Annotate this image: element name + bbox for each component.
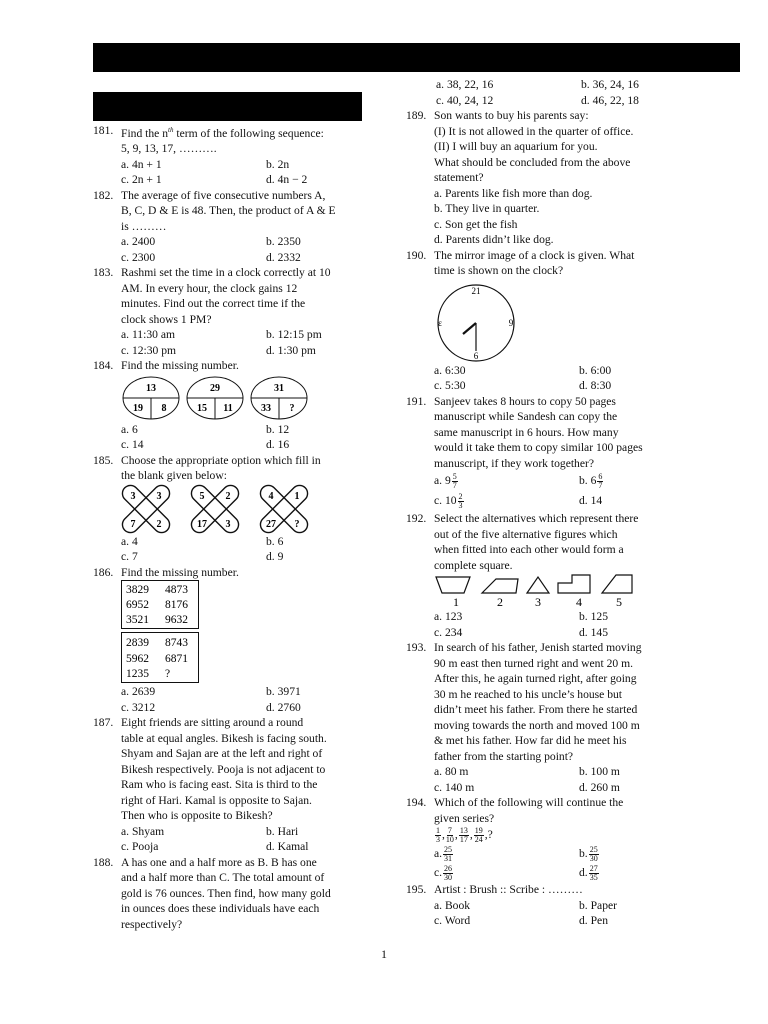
question-181 — [93, 123, 363, 157]
question-195 — [406, 882, 676, 898]
option-d: d. Pen — [579, 914, 608, 927]
svg-text:29: 29 — [210, 382, 220, 394]
question-text: would it take them to copy similar 100 pages — [434, 441, 643, 454]
right-column — [406, 77, 676, 929]
question-text: The average of five consecutive numbers A, — [121, 188, 326, 202]
question-number: 186. — [93, 565, 114, 579]
option-a: a. 2400 — [121, 235, 156, 249]
puzzle-cross-1 — [121, 484, 173, 534]
question-text: 30 m he reached to his uncle’s house but — [434, 687, 623, 701]
option-a: a. 38, 22, 16 — [436, 78, 494, 91]
question-number: 184. — [93, 359, 114, 373]
option-b: b. They live in quarter. — [434, 202, 540, 215]
question-184 — [93, 358, 363, 374]
question-text: Sanjeev takes 8 hours to copy 50 pages — [434, 394, 616, 408]
puzzle-cross-2 — [188, 484, 242, 534]
question-text: given series? — [434, 811, 495, 825]
question-text: didn’t meet his father. From there he started — [434, 703, 638, 716]
page-number: 1 — [381, 947, 387, 961]
number-box-figure — [121, 580, 363, 684]
question-text: when fitted into each other would form a — [434, 543, 624, 556]
question-number: 190. — [406, 248, 427, 262]
question-text: In search of his father, Jenish started moving — [434, 641, 642, 654]
option-b: b. 12:15 pm — [266, 328, 322, 342]
section-bar — [93, 92, 362, 121]
svg-text:11: 11 — [223, 402, 233, 414]
question-text: out of the five alternative figures which — [434, 527, 618, 541]
piece-label: 3 — [535, 595, 541, 609]
svg-text:8743: 8743 — [165, 637, 188, 650]
question-number: 185. — [93, 453, 114, 467]
question-number: 191. — [406, 394, 427, 408]
svg-text:33: 33 — [261, 402, 271, 414]
option-d: d. $\frac{27}{35}$ — [579, 863, 598, 882]
svg-text:3: 3 — [225, 518, 231, 530]
option-a: a. 6 — [121, 422, 138, 436]
option-a: a. Shyam — [121, 824, 165, 838]
piece-label: 5 — [616, 595, 622, 609]
question-text: (II) I will buy an aquarium for you. — [434, 140, 598, 153]
question-190 — [406, 248, 676, 279]
question-number: 187. — [93, 716, 114, 730]
option-d: d. Parents didn’t like dog. — [434, 233, 554, 246]
puzzle-circle-1 — [123, 377, 179, 419]
svg-text:4: 4 — [268, 490, 274, 502]
options-187 — [121, 824, 363, 855]
question-text: Find the missing number. — [121, 359, 239, 373]
series-line: $\frac{1}{3}$ , $\frac{7}{10}$ , $\frac{13}{17}$ , $\frac{19}{24}$ ,? — [436, 825, 493, 844]
svg-text:8176: 8176 — [165, 599, 188, 612]
option-a: a. Book — [434, 898, 471, 912]
option-d: d. 14 — [579, 494, 603, 507]
option-c: c. 2300 — [121, 250, 156, 264]
question-number: 182. — [93, 188, 114, 202]
question-text: the blank given below: — [121, 469, 227, 483]
svg-text:17: 17 — [197, 518, 207, 530]
piece-5 — [602, 575, 632, 593]
option-c: c. $\frac{26}{30}$ — [434, 863, 453, 882]
puzzle-circle-2 — [187, 377, 243, 419]
option-c: c. Son get the fish — [434, 217, 518, 231]
question-text: manuscript while Sandesh can copy the — [434, 410, 618, 423]
question-191 — [406, 394, 676, 472]
svg-text:31: 31 — [274, 382, 284, 394]
question-text: After this, he again turned right, after going — [434, 672, 637, 685]
option-c: c. 14 — [121, 438, 144, 452]
question-193 — [406, 640, 676, 764]
circle-puzzle-figure — [121, 374, 363, 422]
puzzle-cross-3 — [257, 484, 311, 534]
question-194 — [406, 795, 676, 826]
options-192 — [434, 609, 676, 640]
question-text: Shyam and Sajan are at the left and right of — [121, 747, 323, 761]
clock-mark-3: ɛ — [438, 317, 442, 328]
option-d: d. 4n − 2 — [266, 173, 308, 187]
option-d: d. 1:30 pm — [266, 343, 316, 357]
svg-text:5: 5 — [199, 490, 205, 502]
svg-text:?: ? — [289, 402, 295, 414]
question-text: gold is 76 ounces. Then find, how many gold — [121, 886, 331, 900]
option-a: a. 4n + 1 — [121, 157, 162, 171]
options-184 — [121, 422, 363, 453]
question-text: and a half more than C. The total amount of — [121, 871, 325, 885]
option-c: c. 140 m — [434, 780, 475, 794]
svg-text:3: 3 — [130, 490, 136, 502]
question-text: The mirror image of a clock is given. What — [434, 248, 635, 262]
svg-text:2: 2 — [156, 518, 162, 530]
options-193 — [434, 764, 676, 795]
option-a: a. 2639 — [121, 685, 156, 699]
option-b: b. 100 m — [579, 765, 620, 778]
question-number: 183. — [93, 266, 114, 280]
option-c: c. 2n + 1 — [121, 173, 162, 187]
option-d: d. Kamal — [266, 840, 309, 854]
option-d: d. 2332 — [266, 250, 301, 264]
option-c: c. 40, 24, 12 — [436, 93, 494, 107]
question-text: in ounces does these individuals have each — [121, 902, 320, 916]
options-194 — [434, 844, 676, 882]
question-text: Artist : Brush :: Scribe : ……… — [434, 883, 583, 896]
option-a: a. 4 — [121, 534, 138, 548]
svg-text:1: 1 — [294, 490, 300, 502]
question-text: Eight friends are sitting around a round — [121, 716, 304, 730]
number-box-2 — [122, 633, 199, 683]
svg-text:4873: 4873 — [165, 584, 188, 597]
option-c: c. Word — [434, 914, 471, 927]
question-text: Bikesh respectively. Pooja is not adjacent to — [121, 762, 326, 776]
question-text: Which of the following will continue the — [434, 796, 624, 809]
option-a: a. 6:30 — [434, 363, 466, 377]
option-d: d. 46, 22, 18 — [581, 93, 639, 107]
svg-text:?: ? — [294, 518, 300, 530]
option-a: a. 80 m — [434, 765, 469, 778]
piece-2 — [482, 579, 518, 593]
option-d: d. 9 — [266, 550, 284, 564]
svg-text:5962: 5962 — [126, 653, 149, 666]
piece-4 — [558, 575, 590, 593]
options-191 — [434, 471, 676, 511]
question-186 — [93, 565, 363, 581]
question-number: 193. — [406, 641, 427, 654]
svg-text:?: ? — [165, 668, 171, 681]
piece-label: 2 — [497, 595, 503, 609]
option-a: a. 123 — [434, 610, 463, 623]
question-text: Find the missing number. — [121, 565, 239, 579]
option-a: a. Parents like fish more than dog. — [434, 186, 593, 200]
option-b: b. Paper — [579, 898, 617, 912]
question-text: Choose the appropriate option which fill in — [121, 453, 321, 467]
piece-1 — [436, 577, 470, 593]
option-a: a. 9 $\frac{5}{7}$ — [434, 471, 457, 490]
option-c: c. Pooja — [121, 840, 159, 854]
question-text: (I) It is not allowed in the quarter of office. — [434, 124, 634, 138]
options-183 — [121, 327, 363, 358]
options-185 — [121, 534, 363, 565]
option-d: d. 8:30 — [579, 379, 612, 392]
svg-text:6871: 6871 — [165, 653, 188, 666]
option-d: d. 260 m — [579, 780, 620, 794]
question-text: right of Hari. Kamal is opposite to Sajan. — [121, 793, 312, 807]
option-a: a. $\frac{25}{31}$ — [434, 844, 453, 863]
question-192 — [406, 511, 676, 573]
question-number: 194. — [406, 796, 427, 809]
option-c: c. 234 — [434, 625, 463, 639]
question-text: statement? — [434, 171, 484, 184]
question-text: minutes. Find out the correct time if the — [121, 297, 306, 311]
question-text: is ……… — [121, 219, 167, 233]
svg-text:15: 15 — [197, 402, 207, 414]
clock-mark-6: 6 — [473, 350, 479, 361]
svg-text:3829: 3829 — [126, 584, 149, 597]
svg-text:9632: 9632 — [165, 614, 188, 627]
number-box-1 — [122, 581, 199, 629]
option-b: b. 2n — [266, 157, 290, 171]
options-182 — [121, 234, 363, 265]
question-text: father from the starting point? — [434, 749, 574, 763]
option-c: c. 7 — [121, 550, 138, 564]
question-text: clock shows 1 PM? — [121, 312, 212, 326]
mirror-clock-figure — [434, 283, 676, 363]
options-181 — [121, 157, 363, 188]
svg-text:2839: 2839 — [126, 637, 149, 650]
piece-label: 1 — [453, 595, 459, 609]
option-c: c. 12:30 pm — [121, 343, 177, 357]
option-b: b. 36, 24, 16 — [581, 78, 639, 91]
question-text: What should be concluded from the above — [434, 155, 631, 169]
clock-hour-hand — [463, 323, 476, 334]
left-column — [93, 123, 363, 932]
svg-text:3521: 3521 — [126, 614, 149, 627]
question-text: & met his father. How far did he meet his — [434, 734, 627, 747]
question-text: respectively? — [121, 917, 183, 931]
option-b: b. $\frac{25}{30}$ — [579, 844, 598, 863]
question-text: AM. In every hour, the clock gains 12 — [121, 281, 298, 295]
question-text: 5, 9, 13, 17, ………. — [121, 142, 217, 156]
question-text: A has one and a half more as B. B has one — [121, 855, 317, 869]
svg-text:2: 2 — [225, 490, 231, 502]
question-text: time is shown on the clock? — [434, 264, 564, 277]
option-b: b. 2350 — [266, 235, 301, 249]
question-text: 90 m east then turned right and went 20 m. — [434, 656, 633, 670]
question-text: Ram who is facing east. Sita is third to the — [121, 778, 318, 792]
svg-text:3: 3 — [156, 490, 162, 502]
svg-text:13: 13 — [146, 382, 156, 394]
question-text: manuscript, if they work together? — [434, 456, 595, 470]
svg-text:8: 8 — [161, 402, 167, 414]
piece-label: 4 — [576, 595, 582, 609]
svg-text:19: 19 — [133, 402, 143, 414]
options-190 — [434, 363, 676, 394]
question-183 — [93, 265, 363, 327]
question-text: Select the alternatives which represent there — [434, 512, 639, 525]
question-text: Then who is opposite to Bikesh? — [121, 809, 273, 823]
question-text: Son wants to buy his parents say: — [434, 109, 589, 122]
clock-mark-12: 21 — [471, 285, 481, 296]
option-b: b. 125 — [579, 610, 608, 623]
options-186 — [121, 684, 363, 715]
question-188 — [93, 855, 363, 933]
square-pieces-figure — [434, 573, 676, 609]
option-b: b. 3971 — [266, 685, 301, 699]
question-187 — [93, 715, 363, 824]
svg-text:7: 7 — [130, 518, 136, 530]
question-number: 188. — [93, 855, 114, 869]
clock-mark-9: 9 — [508, 317, 514, 328]
option-b: b. 6 $\frac{6}{7}$ — [579, 471, 603, 490]
question-number: 189. — [406, 109, 427, 122]
option-b: b. 6 — [266, 534, 284, 548]
header-bar — [93, 43, 740, 72]
svg-text:27: 27 — [266, 518, 276, 530]
question-text: complete square. — [434, 558, 513, 572]
question-189 — [406, 108, 676, 248]
option-b: b. 12 — [266, 422, 290, 436]
cross-puzzle-figure — [121, 484, 363, 534]
options-195 — [434, 898, 676, 929]
option-b: b. Hari — [266, 824, 299, 838]
question-text: same manuscript in 6 hours. How many — [434, 425, 619, 439]
question-text: table at equal angles. Bikesh is facing south. — [121, 731, 327, 745]
option-a: a. 11:30 am — [121, 328, 175, 342]
question-text: Rashmi set the time in a clock correctly at 10 — [121, 266, 331, 280]
options-188 — [436, 77, 676, 108]
option-d: d. 145 — [579, 625, 608, 639]
question-text: Find the $n^{th}$ term of the following sequence: — [121, 126, 324, 140]
option-d: d. 16 — [266, 438, 290, 452]
option-c: c. 5:30 — [434, 379, 466, 392]
question-185 — [93, 453, 363, 484]
question-text: B, C, D & E is 48. Then, the product of A & E — [121, 204, 336, 218]
svg-text:6952: 6952 — [126, 599, 149, 612]
option-c: c. 3212 — [121, 700, 156, 714]
piece-3 — [527, 577, 549, 593]
option-b: b. 6:00 — [579, 363, 612, 377]
option-d: d. 2760 — [266, 700, 301, 714]
question-number: 195. — [406, 883, 427, 896]
svg-text:1235: 1235 — [126, 668, 149, 681]
question-text: moving towards the north and moved 100 m — [434, 718, 640, 732]
option-c: c. 10 $\frac{2}{3}$ — [434, 491, 463, 510]
question-182 — [93, 188, 363, 235]
question-number: 181. — [93, 124, 114, 137]
puzzle-circle-3 — [251, 377, 307, 419]
question-number: 192. — [406, 512, 427, 525]
